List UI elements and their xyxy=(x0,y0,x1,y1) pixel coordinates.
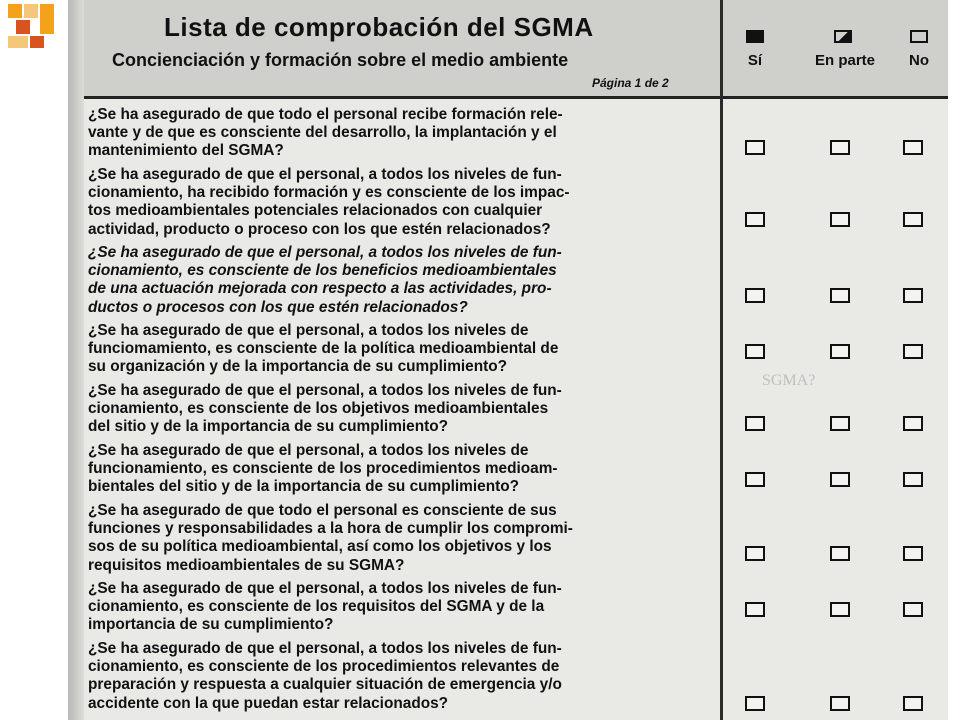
checkbox-q2-no[interactable] xyxy=(903,212,923,227)
checkbox-q8-si[interactable] xyxy=(745,602,765,617)
checklist-title: Lista de comprobación del SGMA xyxy=(164,12,594,42)
column-divider xyxy=(720,0,723,720)
question-9: ¿Se ha asegurado de que el personal, a todos los niveles de fun- cionamiento, es consciente de los procedimientos relevantes de preparación y respuesta a cualquier situación de emergencia y/o accidente con la que puedan estar relacionados? xyxy=(88,640,562,712)
page-margin-shadow xyxy=(68,0,84,720)
checkbox-q7-no[interactable] xyxy=(903,546,923,561)
half-filled-box-icon xyxy=(834,30,852,43)
question-3: ¿Se ha asegurado de que el personal, a todos los niveles de fun- cionamiento, es consciente de los beneficios medioambientales de una actuación mejorada con respecto a las actividades, pro- ductos o procesos con los que estén relacionados? xyxy=(88,244,562,316)
checkbox-q4-en-parte[interactable] xyxy=(830,344,850,359)
checkbox-q3-no[interactable] xyxy=(903,288,923,303)
column-label-en-parte: En parte xyxy=(814,52,875,69)
question-5: ¿Se ha asegurado de que el personal, a todos los niveles de fun- cionamiento, es consciente de los objetivos medioambientales del sitio y de la importancia de su cumplimiento? xyxy=(88,382,562,436)
question-6: ¿Se ha asegurado de que el personal, a todos los niveles de funcionamiento, es consciente de los procedimientos medioam- bientales del sitio y de la importancia de su cumplimiento? xyxy=(88,442,558,496)
checkbox-q6-si[interactable] xyxy=(745,472,765,487)
checkbox-q3-si[interactable] xyxy=(745,288,765,303)
checkbox-q5-no[interactable] xyxy=(903,416,923,431)
checklist-subtitle: Concienciación y formación sobre el medio ambiente xyxy=(112,50,569,70)
checkbox-q9-si[interactable] xyxy=(745,696,765,711)
question-1: ¿Se ha asegurado de que todo el personal recibe formación rele- vante y de que es consciente del desarrollo, la implantación y el mantenimiento del SGMA? xyxy=(88,106,563,160)
checkbox-q5-si[interactable] xyxy=(745,416,765,431)
checkbox-q2-si[interactable] xyxy=(745,212,765,227)
checklist-sheet xyxy=(68,0,948,720)
checkbox-q6-en-parte[interactable] xyxy=(830,472,850,487)
checklist-header xyxy=(84,0,948,99)
show-through-text: SGMA? xyxy=(762,372,816,389)
checkbox-q2-en-parte[interactable] xyxy=(830,212,850,227)
checkbox-q8-en-parte[interactable] xyxy=(830,602,850,617)
checkbox-q6-no[interactable] xyxy=(903,472,923,487)
question-4: ¿Se ha asegurado de que el personal, a todos los niveles de funciomamiento, es consciente de la política medioambiental de su organización y de la importancia de su cumplimiento? xyxy=(88,322,559,376)
empty-box-icon xyxy=(910,30,928,43)
checkbox-q1-no[interactable] xyxy=(903,140,923,155)
question-2: ¿Se ha asegurado de que el personal, a todos los niveles de fun- cionamiento, ha recibido formación y es consciente de los impac- tos medioambientales potenciales relacionados con cualquier actividad, producto o proceso con los que estén relacionados? xyxy=(88,166,570,238)
checkbox-q8-no[interactable] xyxy=(903,602,923,617)
checkbox-q7-si[interactable] xyxy=(745,546,765,561)
checkbox-q1-en-parte[interactable] xyxy=(830,140,850,155)
checkbox-q5-en-parte[interactable] xyxy=(830,416,850,431)
question-8: ¿Se ha asegurado de que el personal, a todos los niveles de fun- cionamiento, es consciente de los requisitos del SGMA y de la importancia de su cumplimiento? xyxy=(88,580,562,634)
checkbox-q1-si[interactable] xyxy=(745,140,765,155)
column-label-si: Sí xyxy=(747,52,763,69)
checkbox-q7-en-parte[interactable] xyxy=(830,546,850,561)
checkbox-q4-si[interactable] xyxy=(745,344,765,359)
checkbox-q9-no[interactable] xyxy=(903,696,923,711)
question-7: ¿Se ha asegurado de que todo el personal es consciente de sus funciones y responsabilidades a la hora de cumplir los compromi- sos de su política medioambiental, así como los objetivos y los requisitos medioambientales de su SGMA? xyxy=(88,502,573,574)
checkbox-q4-no[interactable] xyxy=(903,344,923,359)
checkbox-q3-en-parte[interactable] xyxy=(830,288,850,303)
column-label-no: No xyxy=(909,52,929,69)
checkbox-q9-en-parte[interactable] xyxy=(830,696,850,711)
filled-box-icon xyxy=(746,30,764,43)
corner-logo xyxy=(8,4,68,48)
page-number: Página 1 de 2 xyxy=(592,76,669,90)
